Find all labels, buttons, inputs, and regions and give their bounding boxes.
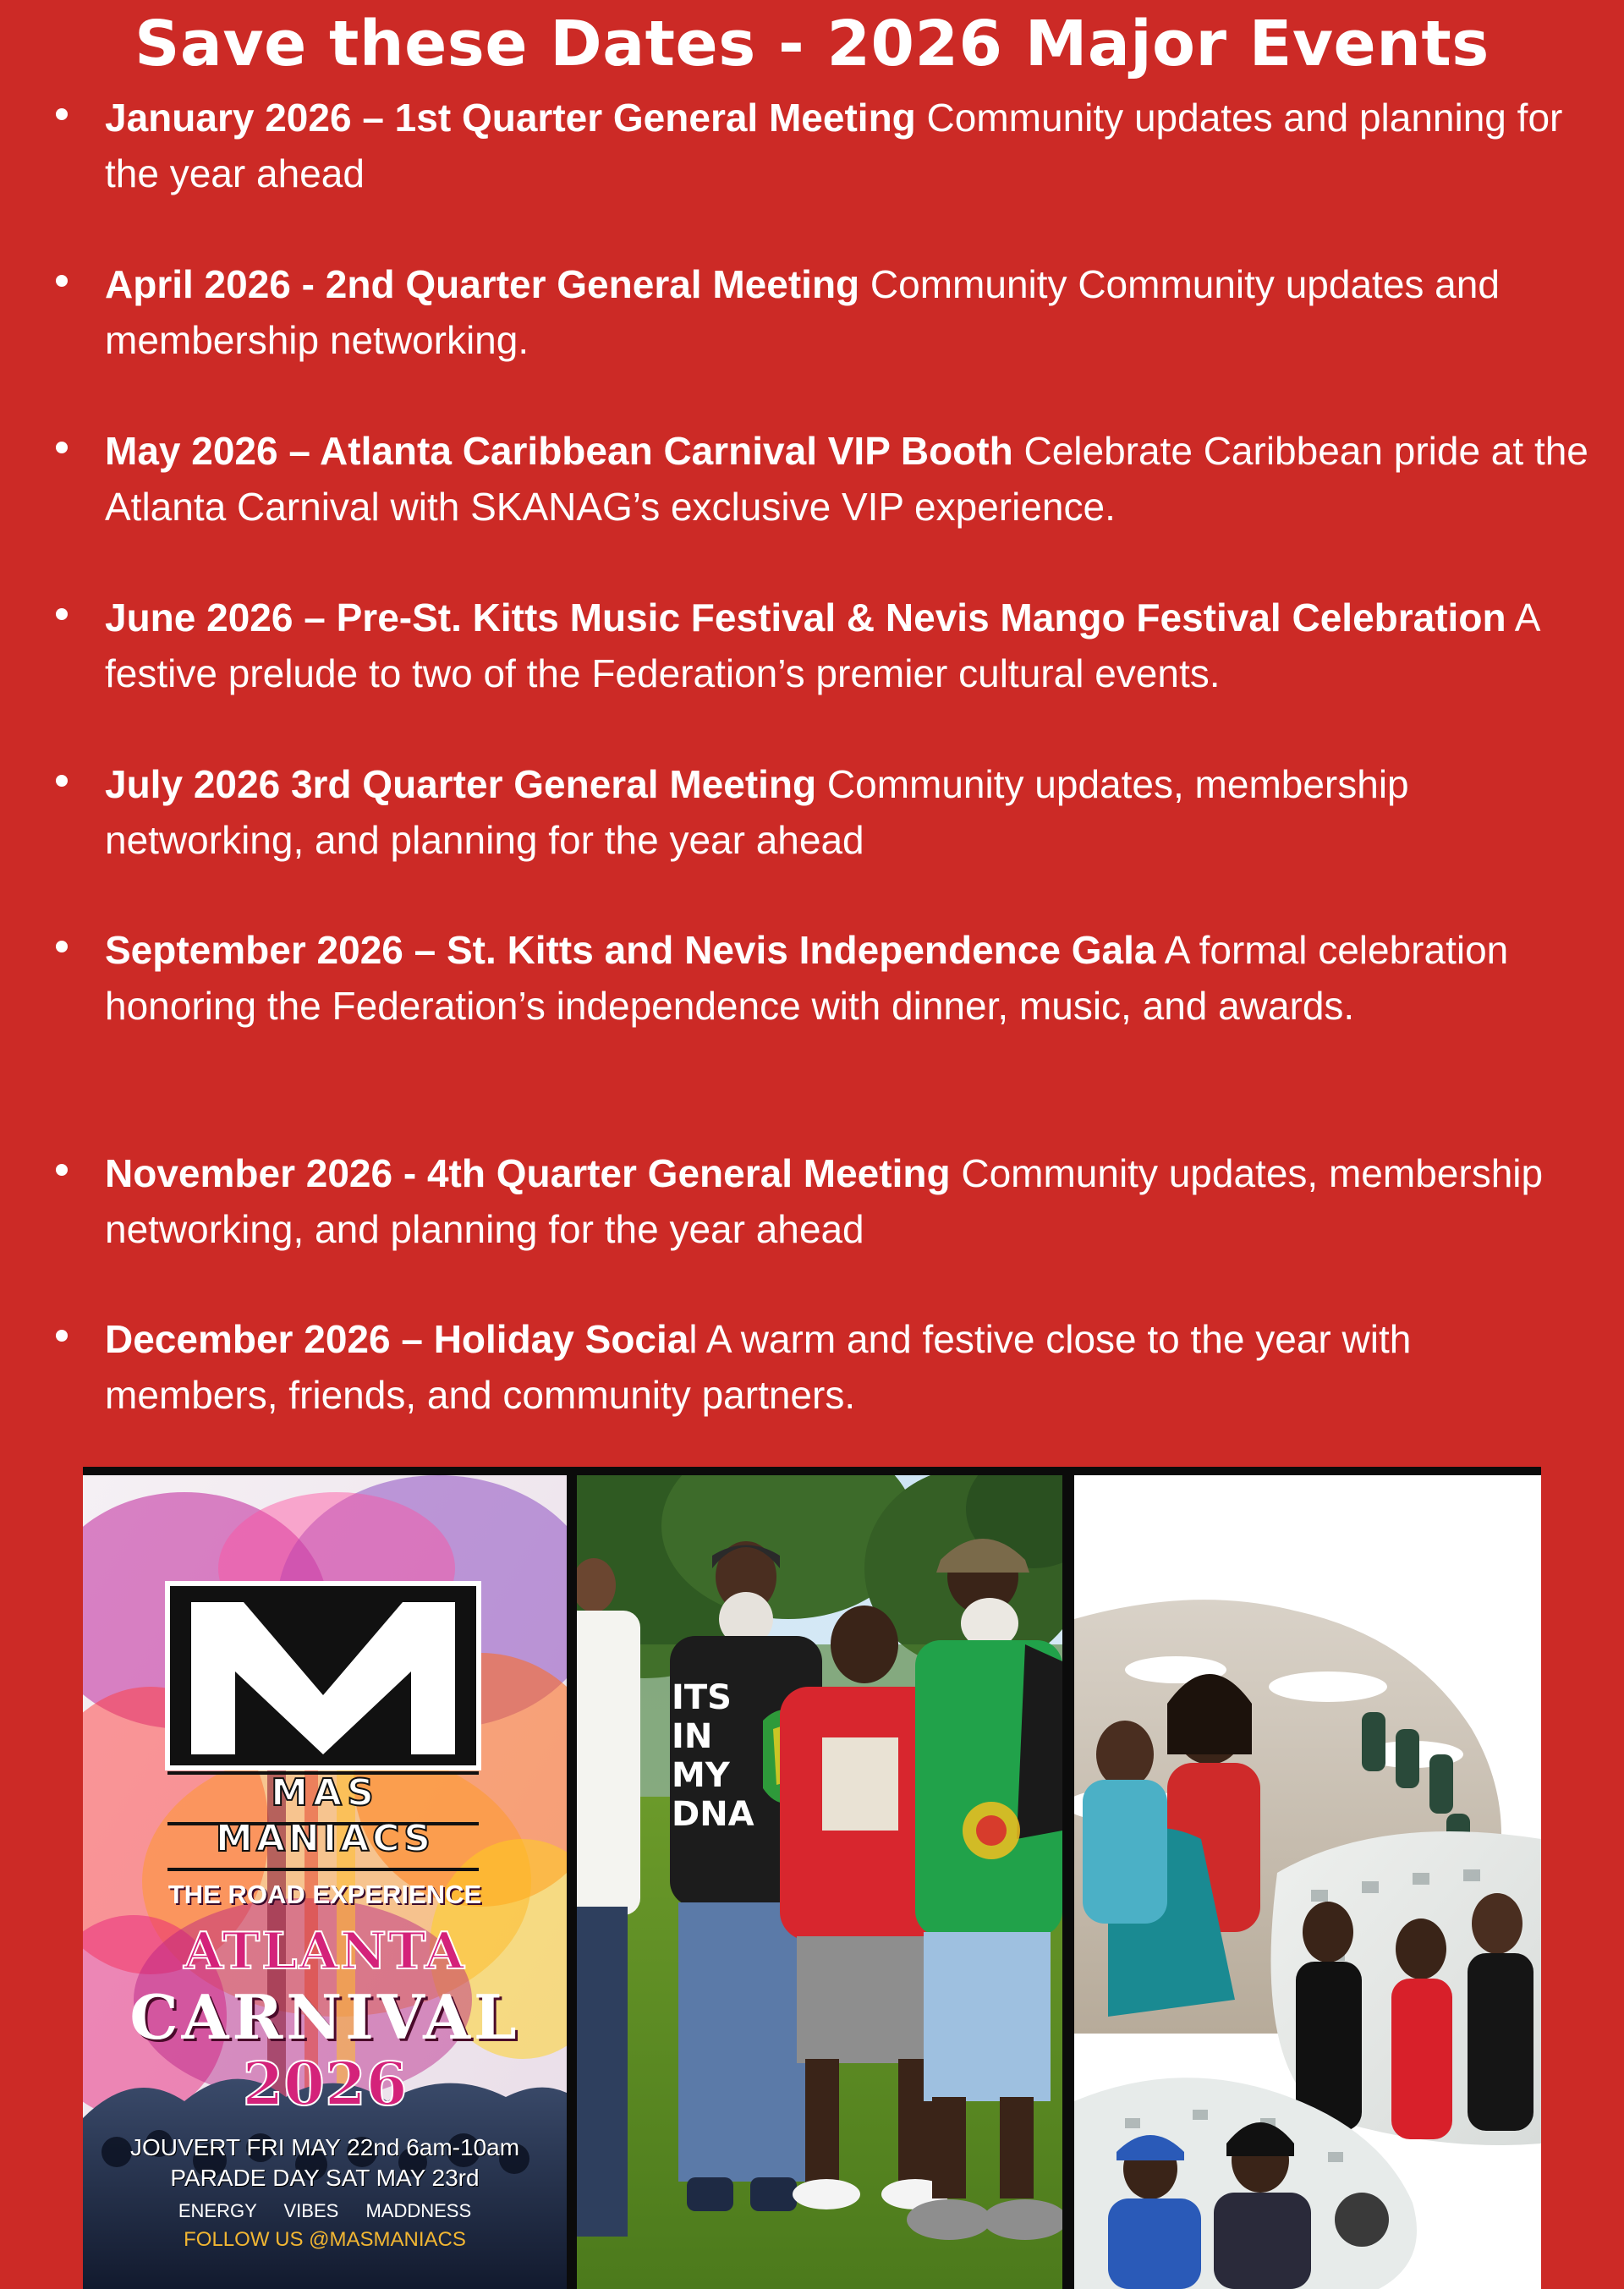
event-title: May 2026 – Atlanta Caribbean Carnival VIP Booth — [105, 429, 1013, 473]
shirt-text: ITS IN MY DNA — [672, 1678, 754, 1834]
bullet-icon — [56, 775, 68, 787]
group-photo-graphic — [577, 1475, 1062, 2289]
bullet-icon — [56, 1164, 68, 1176]
event-description: Celebrate Caribbean pride at the Atlanta Carnival with SKANAG’s exclusive VIP experience. — [105, 429, 1588, 529]
gala-photo-graphic — [1074, 1475, 1541, 2289]
flyer-words — [83, 2199, 567, 2223]
bullet-icon — [56, 941, 68, 952]
event-title: July 2026 3rd Quarter General Meeting — [105, 762, 817, 806]
event-title: December 2026 – Holiday Socia — [105, 1317, 689, 1361]
bullet-icon — [56, 608, 68, 620]
event-title: June 2026 – Pre-St. Kitts Music Festival & Nevis Mango Festival Celebration — [105, 596, 1506, 639]
flyer-word: MADDNESS — [365, 2200, 472, 2221]
event-title: April 2026 - 2nd Quarter General Meeting — [105, 262, 860, 306]
photo-collage — [83, 1467, 1541, 2289]
carnival-flyer-image — [83, 1475, 567, 2289]
flyer-follow: FOLLOW US @MASMANIACS — [184, 2228, 466, 2251]
flyer-year: 2026 — [242, 2049, 408, 2119]
bullet-icon — [56, 1330, 68, 1342]
flyer-brand-line1: MAS — [271, 1771, 379, 1814]
flyer-parade: PARADE DAY SAT MAY 23rd — [170, 2165, 480, 2191]
bullet-icon — [56, 275, 68, 287]
gala-photo-image — [1074, 1475, 1541, 2289]
flyer-city: ATLANTA — [184, 1922, 466, 1981]
flyer-brand-line2: MANIACS — [216, 1817, 434, 1860]
bullet-icon — [56, 108, 68, 120]
flyer-word: VIBES — [283, 2200, 339, 2221]
event-description: Community updates and planning for the year ahead — [105, 96, 1563, 195]
event-description: l A warm and festive close to the year with members, friends, and community partners. — [105, 1317, 1412, 1417]
group-photo-image — [577, 1475, 1062, 2289]
event-title: September 2026 – St. Kitts and Nevis Independence Gala — [105, 928, 1156, 972]
flyer-tagline: THE ROAD EXPERIENCE — [167, 1880, 482, 1909]
event-description: Community Community updates and membership networking. — [105, 262, 1500, 362]
event-title: January 2026 – 1st Quarter General Meeting — [105, 96, 916, 140]
event-description: A formal celebration honoring the Federation’s independence with dinner, music, and awards. — [105, 928, 1509, 1028]
event-title: November 2026 - 4th Quarter General Meeting — [105, 1151, 951, 1195]
flyer-word: ENERGY — [178, 2200, 257, 2221]
event-description: A festive prelude to two of the Federation’s premier cultural events. — [105, 596, 1539, 695]
flyer-event: CARNIVAL — [129, 1981, 520, 2053]
bullet-icon — [56, 442, 68, 453]
event-description: Community updates, membership networking, and planning for the year ahead — [105, 762, 1409, 862]
event-description: Community updates, membership networking, and planning for the year ahead — [105, 1151, 1544, 1251]
page-title: Save these Dates - 2026 Major Events — [134, 8, 1490, 80]
flyer-jouvert: JOUVERT FRI MAY 22nd 6am-10am — [129, 2134, 520, 2160]
